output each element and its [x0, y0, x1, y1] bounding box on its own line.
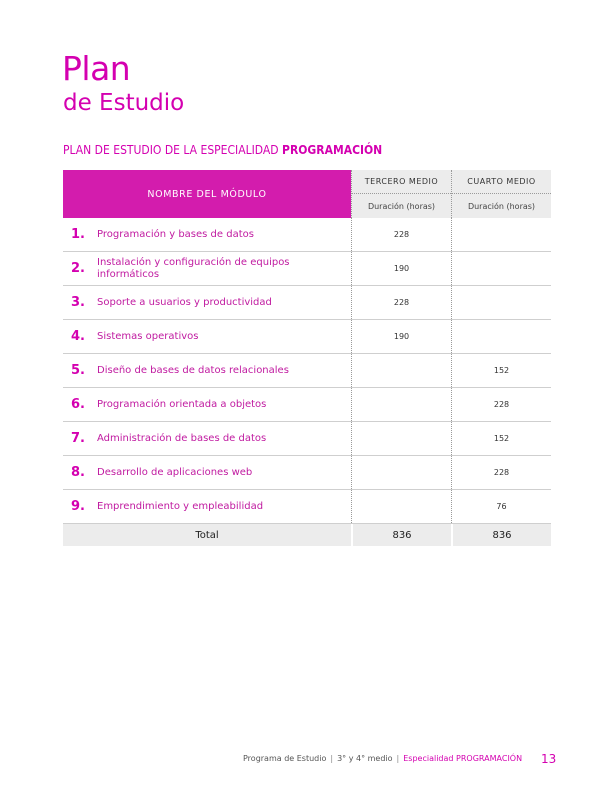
hours-third: [351, 354, 451, 387]
hours-fourth: 152: [451, 422, 551, 455]
section-title-prefix: PLAN DE ESTUDIO DE LA ESPECIALIDAD: [63, 143, 283, 157]
table-row: [63, 252, 551, 286]
table-row: [63, 388, 551, 422]
table-row: [63, 354, 551, 388]
page-subtitle: de Estudio: [63, 90, 185, 116]
module-name: Programación orientada a objetos: [97, 398, 267, 410]
table-row: [63, 286, 551, 320]
module-number: 2.: [71, 261, 85, 276]
footer-specialty-name: PROGRAMACIÓN: [456, 754, 523, 763]
module-name: Sistemas operativos: [97, 330, 199, 342]
table-header: [63, 170, 551, 218]
footer-separator: |: [396, 754, 400, 763]
hours-third: [351, 422, 451, 455]
page-number: 13: [541, 752, 557, 766]
module-number: 4.: [71, 329, 85, 344]
total-third: 836: [351, 524, 451, 546]
column-header-fourth-label: CUARTO MEDIO: [452, 170, 551, 194]
hours-third: 228: [351, 286, 451, 319]
hours-fourth: [451, 320, 551, 353]
hours-third: 190: [351, 252, 451, 285]
module-name: Soporte a usuarios y productividad: [97, 296, 272, 308]
footer-grades: 3° y 4° medio: [337, 754, 393, 763]
page-title: Plan: [62, 49, 131, 88]
column-header-module-name: NOMBRE DEL MÓDULO: [63, 170, 351, 218]
column-header-third: [351, 170, 451, 218]
total-fourth: 836: [451, 524, 551, 546]
column-header-third-duration: Duración (horas): [367, 201, 436, 211]
module-number: 7.: [71, 431, 85, 446]
module-name: Administración de bases de datos: [97, 432, 267, 444]
hours-fourth: [451, 286, 551, 319]
hours-fourth: 152: [451, 354, 551, 387]
footer-program: Programa de Estudio: [243, 754, 327, 763]
total-label: Total: [195, 529, 219, 541]
column-header-fourth: [451, 170, 551, 218]
hours-fourth: [451, 252, 551, 285]
section-title-bold: PROGRAMACIÓN: [282, 143, 383, 157]
hours-third: 190: [351, 320, 451, 353]
module-name: Desarrollo de aplicaciones web: [97, 466, 253, 478]
footer-specialty-prefix: Especialidad: [403, 754, 457, 763]
table-row: [63, 490, 551, 524]
table-row: [63, 320, 551, 354]
module-number: 8.: [71, 465, 85, 480]
hours-fourth: 76: [451, 490, 551, 523]
module-number: 6.: [71, 397, 85, 412]
table-row: [63, 218, 551, 252]
footer: [243, 754, 522, 763]
hours-fourth: 228: [451, 456, 551, 489]
study-plan-table: [63, 170, 551, 546]
column-header-third-label: TERCERO MEDIO: [352, 170, 451, 194]
module-name: Instalación y configuración de equipos informáticos: [97, 256, 290, 280]
module-number: 3.: [71, 295, 85, 310]
module-number: 1.: [71, 227, 85, 242]
hours-third: [351, 456, 451, 489]
hours-third: [351, 388, 451, 421]
table-body: [63, 218, 551, 524]
hours-fourth: 228: [451, 388, 551, 421]
hours-fourth: [451, 218, 551, 251]
section-title: [63, 143, 382, 157]
footer-separator: |: [330, 754, 334, 763]
module-number: 9.: [71, 499, 85, 514]
total-row: [63, 524, 551, 546]
hours-third: [351, 490, 451, 523]
column-header-fourth-duration: Duración (horas): [467, 201, 536, 211]
hours-third: 228: [351, 218, 451, 251]
module-number: 5.: [71, 363, 85, 378]
table-row: [63, 422, 551, 456]
module-name: Programación y bases de datos: [97, 228, 254, 240]
table-row: [63, 456, 551, 490]
module-name: Emprendimiento y empleabilidad: [97, 500, 264, 512]
module-name: Diseño de bases de datos relacionales: [97, 364, 289, 376]
